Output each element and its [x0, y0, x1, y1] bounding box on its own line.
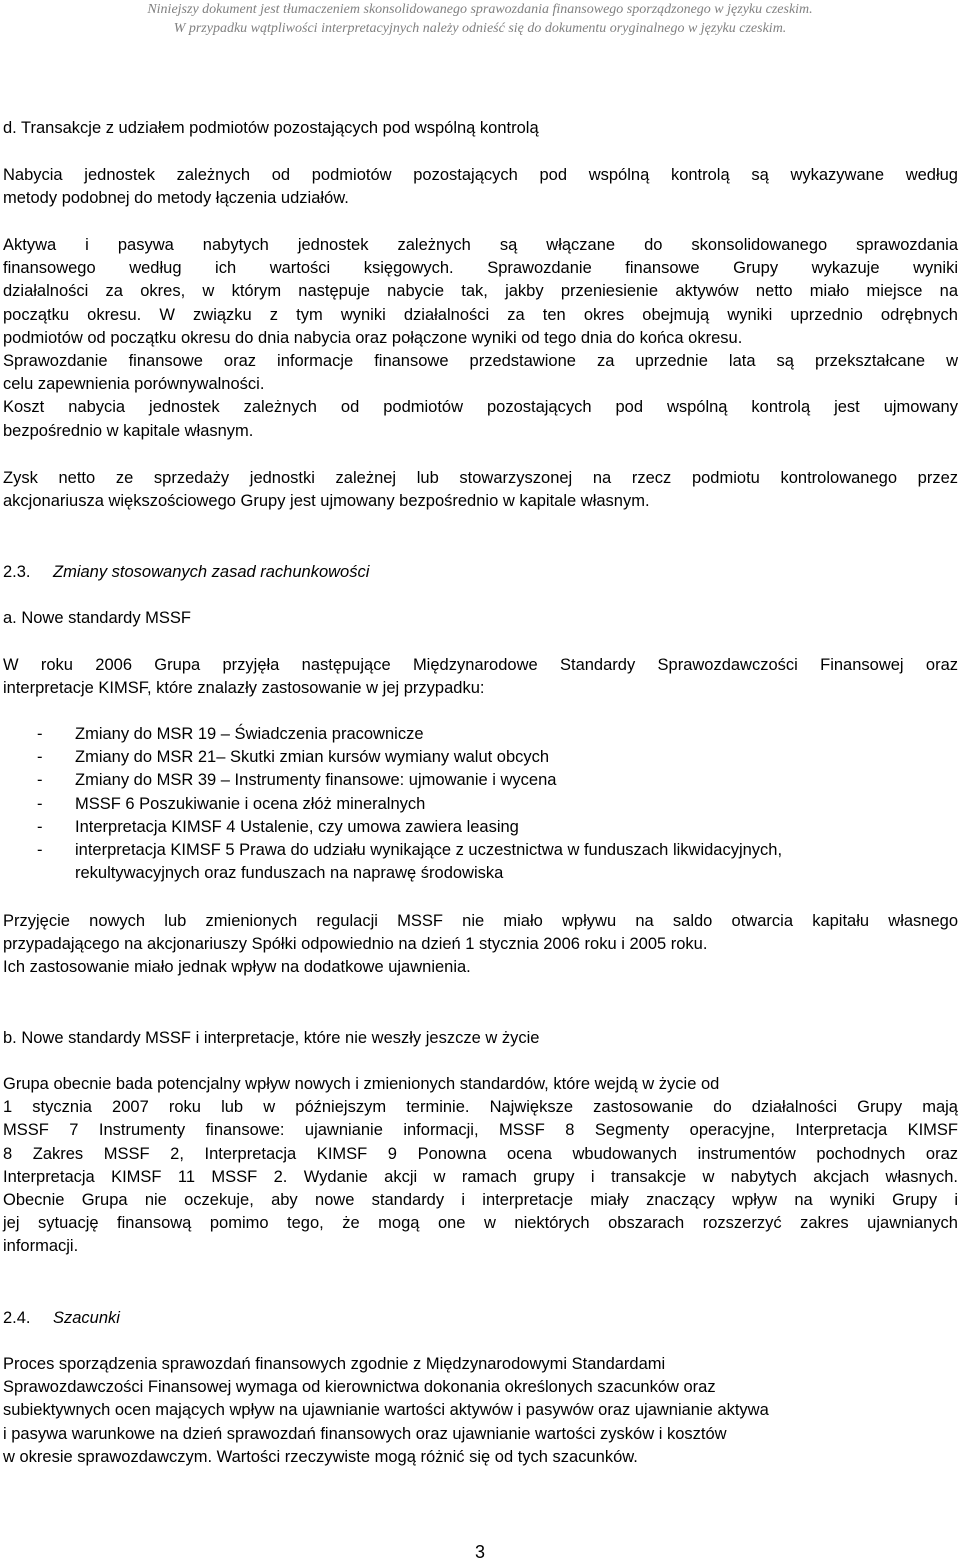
text-line: MSSF 7 Instrumenty finansowe: ujawnianie informacji, MSSF 8 Segmenty operacyjne, Interpretacja KIMSF	[3, 1121, 958, 1140]
text-line: Obecnie Grupa nie oczekuje, aby nowe standardy i interpretacje miały znaczący wpływ na wyniki Grupy i	[3, 1191, 958, 1210]
text-line: podmiotów od początku okresu do dnia nabycia oraz połączone wyniki od tego dnia do końca okresu.	[3, 328, 743, 347]
list-item-text: Zmiany do MSR 19 – Świadczenia pracownicze	[75, 725, 424, 743]
list-item	[3, 839, 958, 885]
list-item	[3, 793, 958, 816]
list-item-text: Zmiany do MSR 39 – Instrumenty finansowe: ujmowanie i wycena	[75, 771, 557, 790]
text-line: finansowego według ich wartości księgowych. Sprawozdanie finansowe Grupy wykazuje wyniki	[3, 259, 958, 278]
text-line: Aktywa i pasywa nabytych jednostek zależnych są włączane do skonsolidowanego sprawozdania	[3, 236, 958, 254]
list-dash: -	[37, 771, 43, 790]
section-number: 2.4.	[3, 1309, 31, 1327]
subsection-a-intro	[3, 654, 958, 700]
list-item-text: MSSF 6 Poszukiwanie i ocena złóż mineralnych	[75, 794, 426, 813]
translation-notice-header	[0, 0, 960, 38]
text-line: początku okresu. W związku z tym wyniki działalności za ten okres obejmują wyniki uprzednio odrębnych	[3, 305, 958, 324]
list-item	[3, 816, 958, 839]
text-line: Koszt nabycia jednostek zależnych od podmiotów pozostających pod wspólną kontrolą jest ujmowany	[3, 398, 958, 417]
text-line: metody podobnej do metody łączenia udziałów.	[3, 189, 349, 208]
text-line: Interpretacja KIMSF 11 MSSF 2. Wydanie akcji w ramach grupy i transakcje w nabytych akcjach własnych.	[3, 1167, 958, 1186]
text-line: 1 stycznia 2007 roku lub w późniejszym terminie. Największe zastosowanie do działalności Grupy mają	[3, 1098, 958, 1117]
list-dash: -	[37, 817, 43, 836]
page-number: 3	[474, 1542, 485, 1562]
text-line: bezpośrednio w kapitale własnym.	[3, 421, 254, 440]
section-d-paragraph-2	[3, 234, 958, 443]
section-title: Szacunki	[53, 1309, 120, 1327]
text-line: w okresie sprawozdawczym. Wartości rzeczywiste mogą różnić się od tych szacunków.	[3, 1447, 638, 1466]
list-dash: -	[37, 748, 43, 767]
text-line: interpretacje KIMSF, które znalazły zastosowanie w jej przypadku:	[3, 679, 485, 698]
list-item	[3, 769, 958, 792]
text-line: celu zapewnienia porównywalności.	[3, 375, 265, 394]
list-item-text: Interpretacja KIMSF 4 Ustalenie, czy umowa zawiera leasing	[75, 817, 519, 836]
header-line-1: Niniejszy dokument jest tłumaczeniem skonsolidowanego sprawozdania finansowego sporządzonego w języku czeskim.	[147, 2, 813, 17]
section-d-title: d. Transakcje z udziałem podmiotów pozostających pod wspólną kontrolą	[3, 119, 539, 137]
section-2-3-heading	[3, 561, 958, 584]
section-number: 2.3.	[3, 563, 31, 581]
text-line: informacji.	[3, 1237, 79, 1256]
text-line: Sprawozdanie finansowe oraz informacje finansowe przedstawione za uprzednie lata są przekształcane w	[3, 352, 958, 371]
text-line: subiektywnych ocen mających wpływ na ujawnianie wartości aktywów i pasywów oraz ujawnianie aktywa	[3, 1401, 769, 1420]
adopted-standards-list	[3, 723, 958, 885]
list-dash: -	[37, 794, 43, 813]
list-dash: -	[37, 841, 43, 860]
text-line: Zysk netto ze sprzedaży jednostki zależnej lub stowarzyszonej na rzecz podmiotu kontrolowanego przez	[3, 469, 958, 487]
text-line: Nabycia jednostek zależnych od podmiotów pozostających pod wspólną kontrolą są wykazywane według	[3, 166, 958, 184]
section-2-4-paragraph	[3, 1353, 958, 1469]
adoption-effect-paragraph	[3, 910, 958, 980]
list-item	[3, 723, 958, 746]
text-line: Ich zastosowanie miało jednak wpływ na dodatkowe ujawnienia.	[3, 958, 471, 977]
text-line: i pasywa warunkowe na dzień sprawozdań finansowych oraz ujawnianie wartości zysków i kosztów	[3, 1424, 727, 1443]
list-item-text: interpretacja KIMSF 5 Prawa do udziału wynikające z uczestnictwa w funduszach likwidacyjnych,	[75, 841, 783, 860]
list-dash: -	[37, 725, 43, 743]
section-d-paragraph-3	[3, 467, 958, 513]
list-item-text: rekultywacyjnych oraz funduszach na naprawę środowiska	[75, 864, 504, 883]
text-line: działalności za okres, w którym następuje nabycie tak, jakby przeniesienie aktywów netto miało miejsce na	[3, 282, 958, 301]
text-line: przypadającego na akcjonariuszy Spółki odpowiednio na dzień 1 stycznia 2006 roku i 2005 roku.	[3, 935, 708, 954]
text-line: jej sytuację finansową pomimo tego, że mogą one w niektórych obszarach rozszerzyć zakres ujawnianych	[3, 1214, 958, 1233]
text-line: W roku 2006 Grupa przyjęła następujące Międzynarodowe Standardy Sprawozdawczości Finansowej oraz	[3, 656, 958, 674]
text-line: 8 Zakres MSSF 2, Interpretacja KIMSF 9 Ponowna ocena wbudowanych instrumentów pochodnych oraz	[3, 1144, 958, 1163]
subsection-b-paragraph	[3, 1073, 958, 1259]
section-2-4-heading	[3, 1307, 958, 1330]
list-item-text: Zmiany do MSR 21– Skutki zmian kursów wymiany walut obcych	[75, 748, 550, 767]
text-line: Proces sporządzenia sprawozdań finansowych zgodnie z Międzynarodowymi Standardami	[3, 1355, 666, 1373]
subsection-a-heading: a. Nowe standardy MSSF	[3, 609, 191, 627]
list-item	[3, 746, 958, 769]
text-line: Przyjęcie nowych lub zmienionych regulacji MSSF nie miało wpływu na saldo otwarcia kapitału własnego	[3, 912, 958, 930]
section-title: Zmiany stosowanych zasad rachunkowości	[53, 563, 370, 581]
text-line: Sprawozdawczości Finansowej wymaga od kierownictwa dokonania określonych szacunków oraz	[3, 1378, 716, 1397]
text-line: Grupa obecnie bada potencjalny wpływ nowych i zmienionych standardów, które wejdą w życie od	[3, 1075, 720, 1093]
text-line: akcjonariusza większościowego Grupy jest ujmowany bezpośrednio w kapitale własnym.	[3, 492, 650, 511]
subsection-b-heading: b. Nowe standardy MSSF i interpretacje, które nie weszły jeszcze w życie	[3, 1029, 540, 1047]
header-line-2: W przypadku wątpliwości interpretacyjnych należy odnieść się do dokumentu oryginalnego w języku czeskim.	[173, 21, 787, 36]
section-d-paragraph-1	[3, 164, 958, 210]
